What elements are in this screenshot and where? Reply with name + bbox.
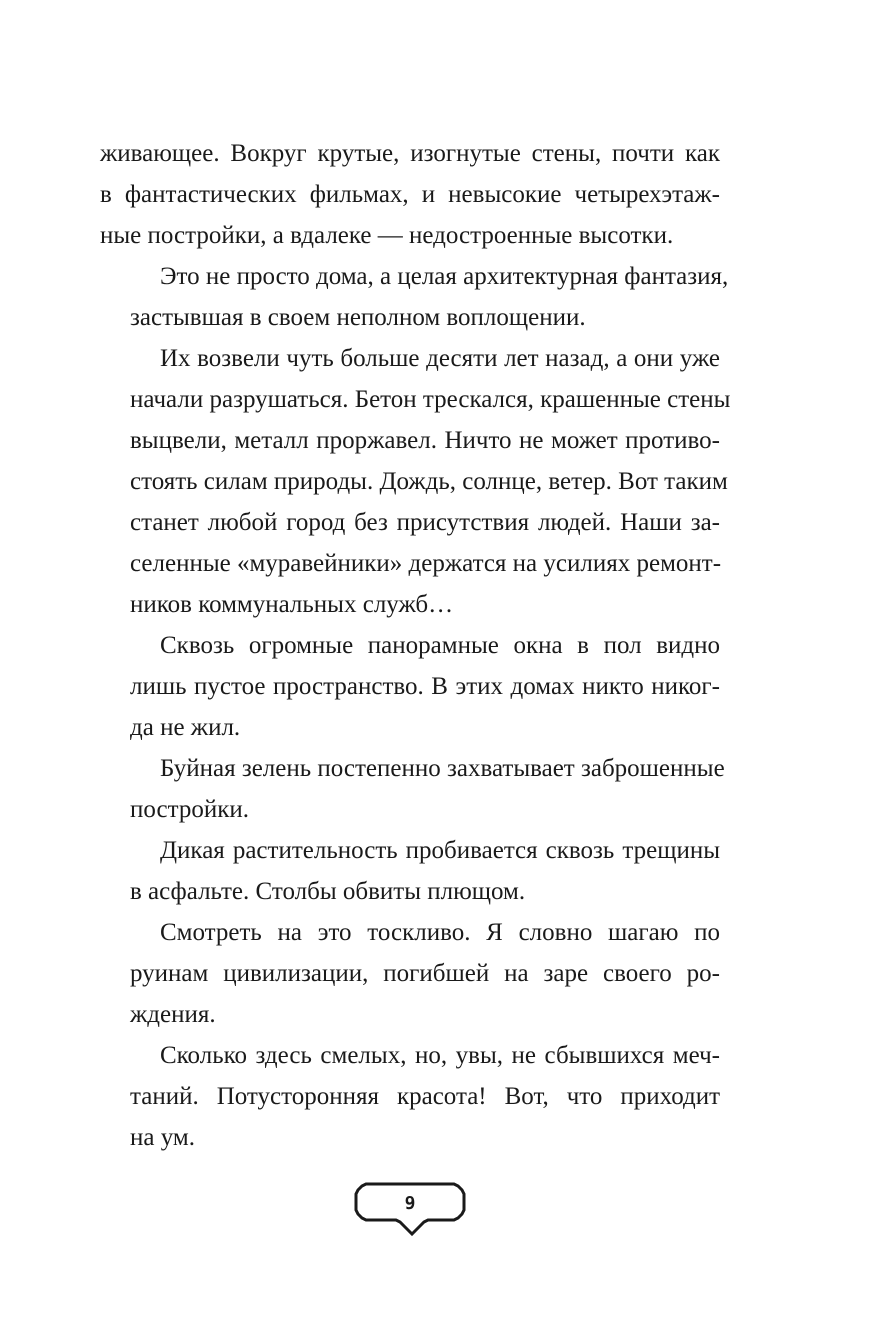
paragraph [100,625,720,748]
text-line: ников коммунальных служб… [130,591,454,618]
text-line: на ум. [130,1124,195,1151]
paragraph [100,256,729,338]
text-line: ные постройки, а вдалеке — недостроенные высотки. [100,222,674,249]
text-line: Их возвели чуть больше десяти лет назад, а они уже [160,345,720,372]
paragraph [100,338,731,625]
text-line: таний. Потусторонняя красота! Вот, что приходит [130,1083,720,1110]
text-line: ждения. [130,1001,216,1028]
text-line: Смотреть на это тоскливо. Я словно шагаю по [160,919,720,946]
body-text [100,133,731,1158]
text-line: начали разрушаться. Бетон трескался, крашенные стены [130,386,731,413]
text-line: в асфальте. Столбы обвиты плющом. [130,878,526,905]
text-line: застывшая в своем неполном воплощении. [130,304,586,331]
text-line: станет любой город без присутствия людей. Наши за- [130,509,720,536]
paragraph [100,830,720,912]
text-line: лишь пустое пространство. В этих домах никто никог- [130,673,720,700]
text-line: Это не просто дома, а целая архитектурная фантазия, [160,263,729,290]
paragraph [100,748,725,830]
text-line: выцвели, металл проржавел. Ничто не может противо- [130,427,720,454]
text-line: Дикая растительность пробивается сквозь трещины [160,837,720,864]
text-line: селенные «муравейники» держатся на усилиях ремонт- [130,550,722,577]
text-line: Сколько здесь смелых, но, увы, не сбывшихся меч- [160,1042,720,1069]
text-line: Буйная зелень постепенно захватывает заброшенные [160,755,725,782]
text-line: Сквозь огромные панорамные окна в пол видно [160,632,720,659]
text-line: да не жил. [130,714,241,741]
paragraph [100,1035,720,1158]
text-line: в фантастических фильмах, и невысокие четырехэтаж- [100,181,720,208]
paragraph [100,133,720,256]
text-line: живающее. Вокруг крутые, изогнутые стены, почти как [100,140,720,167]
text-line: постройки. [130,796,249,823]
paragraph [100,912,720,1035]
text-line: руинам цивилизации, погибшей на заре своего ро- [130,960,720,987]
page-number: 9 [404,1193,416,1214]
text-line: стоять силам природы. Дождь, солнце, ветер. Вот таким [130,468,728,495]
page-number-badge [352,1180,468,1238]
